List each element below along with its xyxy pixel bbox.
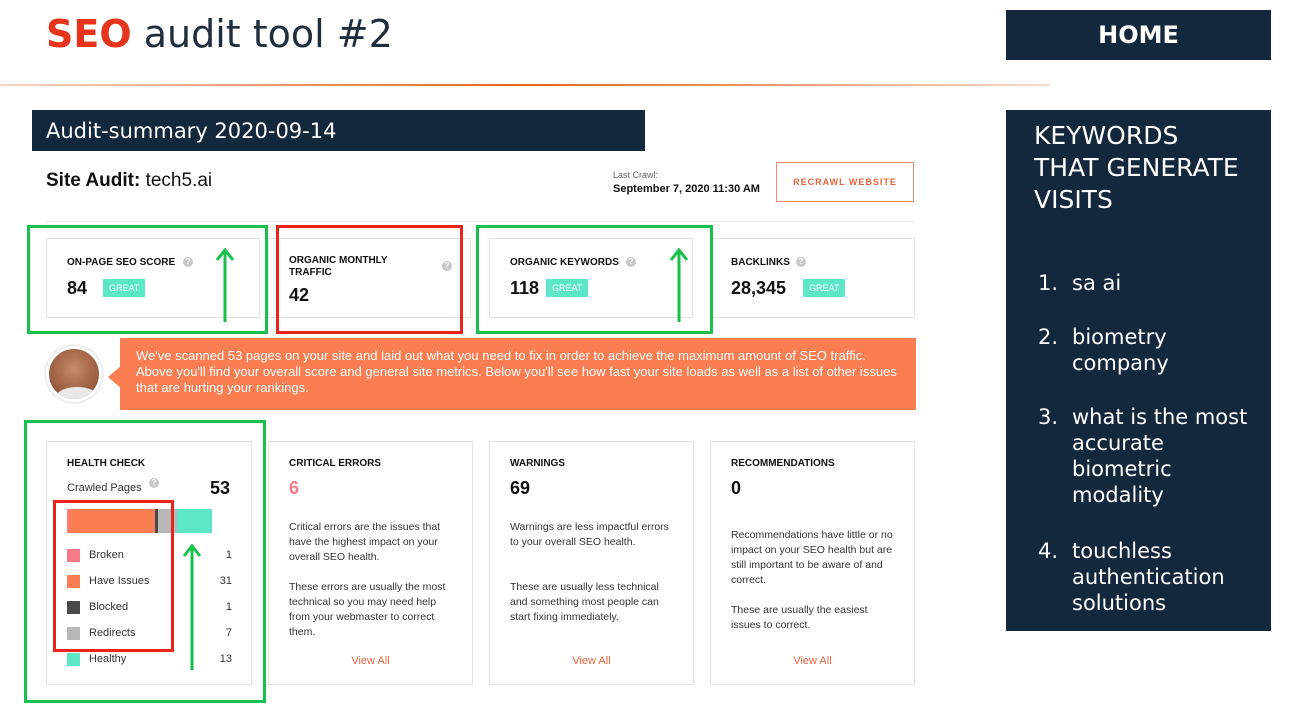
recommendations-count: 0: [731, 478, 742, 498]
legend-label: Redirects: [89, 627, 136, 639]
keyword-text: biometry company: [1072, 325, 1169, 375]
keyword-text: touchless authentication solutions: [1072, 539, 1225, 615]
status-badge: GREAT: [803, 279, 845, 297]
legend-count: 1: [225, 549, 232, 561]
legend-count: 1: [225, 601, 232, 613]
question-icon[interactable]: ?: [442, 261, 452, 271]
site-audit-heading: [46, 170, 212, 192]
keyword-number: 2.: [1038, 325, 1059, 349]
status-badge: GREAT: [103, 279, 145, 297]
question-icon[interactable]: ?: [796, 257, 806, 267]
recommendations-title: RECOMMENDATIONS: [731, 458, 835, 469]
audit-summary-bar: Audit-summary 2020-09-14: [32, 110, 645, 151]
legend-count: 31: [219, 575, 232, 587]
question-icon[interactable]: ?: [149, 478, 159, 488]
critical-errors-title: CRITICAL ERRORS: [289, 458, 382, 469]
legend-row-have-issues: [67, 574, 232, 590]
keyword-text: sa ai: [1072, 271, 1122, 295]
site-audit-domain: tech5.ai: [145, 170, 213, 191]
metric-label: ON-PAGE SEO SCORE: [67, 257, 176, 268]
metric-value: 42: [289, 285, 310, 305]
keywords-panel: [1006, 110, 1271, 631]
keyword-number: 1.: [1038, 271, 1059, 295]
legend-swatch: [67, 653, 80, 666]
critical-errors-view-all-link[interactable]: View All: [351, 655, 390, 667]
warnings-view-all-link[interactable]: View All: [572, 655, 611, 667]
legend-row-broken: [67, 548, 232, 564]
legend-label: Blocked: [89, 601, 129, 613]
last-crawl-label: Last Crawl:: [613, 170, 659, 180]
metric-value: 84: [67, 278, 88, 298]
recommendations-card: [710, 441, 915, 685]
metric-card-on-page-seo-score: [46, 238, 260, 318]
critical-errors-count: 6: [289, 478, 300, 498]
legend-swatch: [67, 575, 80, 588]
health-check-title: HEALTH CHECK: [67, 458, 146, 469]
recrawl-website-button[interactable]: RECRAWL WEBSITE: [776, 162, 914, 202]
metric-value: 28,345: [731, 278, 787, 298]
metric-label: BACKLINKS: [731, 257, 790, 268]
avatar: [46, 346, 102, 402]
site-audit-label: Site Audit:: [46, 170, 141, 191]
metric-card-organic-monthly-traffic: [268, 238, 471, 318]
title-rest: audit tool #2: [131, 12, 393, 56]
title-brand: SEO: [46, 12, 132, 56]
keyword-number: 4.: [1038, 539, 1059, 563]
scan-summary-banner: We've scanned 53 pages on your site and laid out what you need to fix in order to achieve the maximum amount of SEO traffic. Above you'll find your overall score and general site metrics. Below you'll see how fast your site loads as well as a list of other issues that are hurting your rankings.: [120, 338, 916, 410]
home-button[interactable]: HOME: [1006, 10, 1271, 60]
question-icon[interactable]: ?: [626, 257, 636, 267]
legend-row-blocked: [67, 600, 232, 616]
page-title: [46, 12, 393, 56]
critical-errors-desc: Critical errors are the issues that have the highest impact on your overall SEO health.: [289, 521, 441, 563]
health-bar: [67, 509, 212, 533]
avatar-shirt: [57, 387, 97, 402]
status-badge: GREAT: [546, 279, 588, 297]
crawled-pages-label: Crawled Pages: [67, 482, 142, 494]
warnings-card: [489, 441, 694, 685]
legend-row-redirects: [67, 626, 232, 642]
legend-swatch: [67, 627, 80, 640]
health-bar-have-issues: [69, 509, 155, 533]
metric-card-organic-keywords: [489, 238, 693, 318]
question-icon[interactable]: ?: [183, 257, 193, 267]
warnings-title: WARNINGS: [510, 458, 565, 469]
health-bar-redirects: [158, 509, 177, 533]
crawled-pages-count: 53: [210, 478, 231, 498]
legend-label: Have Issues: [89, 575, 150, 587]
header-divider: [0, 84, 1050, 86]
metric-card-backlinks: [710, 238, 915, 318]
last-crawl-date: September 7, 2020 11:30 AM: [613, 183, 760, 195]
last-crawl: [613, 168, 760, 196]
recommendations-desc: Recommendations have little or no impact on your SEO health but are still important to be aware of and correct.: [731, 529, 893, 586]
legend-label: Broken: [89, 549, 124, 561]
critical-errors-card: [268, 441, 473, 685]
legend-swatch: [67, 601, 80, 614]
metric-value: 118: [510, 278, 540, 298]
legend-count: 7: [225, 627, 232, 639]
warnings-desc-2: These are usually less technical and something most people can start fixing immediately.: [510, 581, 659, 623]
legend-count: 13: [219, 653, 232, 665]
legend-row-healthy: [67, 652, 232, 668]
metric-label: ORGANIC KEYWORDS: [510, 257, 619, 268]
metric-label: ORGANIC MONTHLY TRAFFIC: [289, 255, 388, 278]
health-check-card: [46, 441, 252, 685]
health-bar-healthy: [177, 509, 212, 533]
section-divider: [46, 221, 914, 222]
warnings-desc: Warnings are less impactful errors to your overall SEO health.: [510, 521, 669, 548]
critical-errors-desc-2: These errors are usually the most technical so you may need help from your webmaster to correct them.: [289, 581, 446, 638]
keywords-title: KEYWORDS THAT GENERATE VISITS: [1034, 121, 1239, 214]
keyword-text: what is the most accurate biometric modality: [1072, 405, 1248, 507]
recommendations-desc-2: These are usually the easiest issues to correct.: [731, 604, 868, 631]
recommendations-view-all-link[interactable]: View All: [793, 655, 832, 667]
keyword-number: 3.: [1038, 405, 1059, 429]
warnings-count: 69: [510, 478, 531, 498]
legend-swatch: [67, 549, 80, 562]
legend-label: Healthy: [89, 653, 127, 665]
